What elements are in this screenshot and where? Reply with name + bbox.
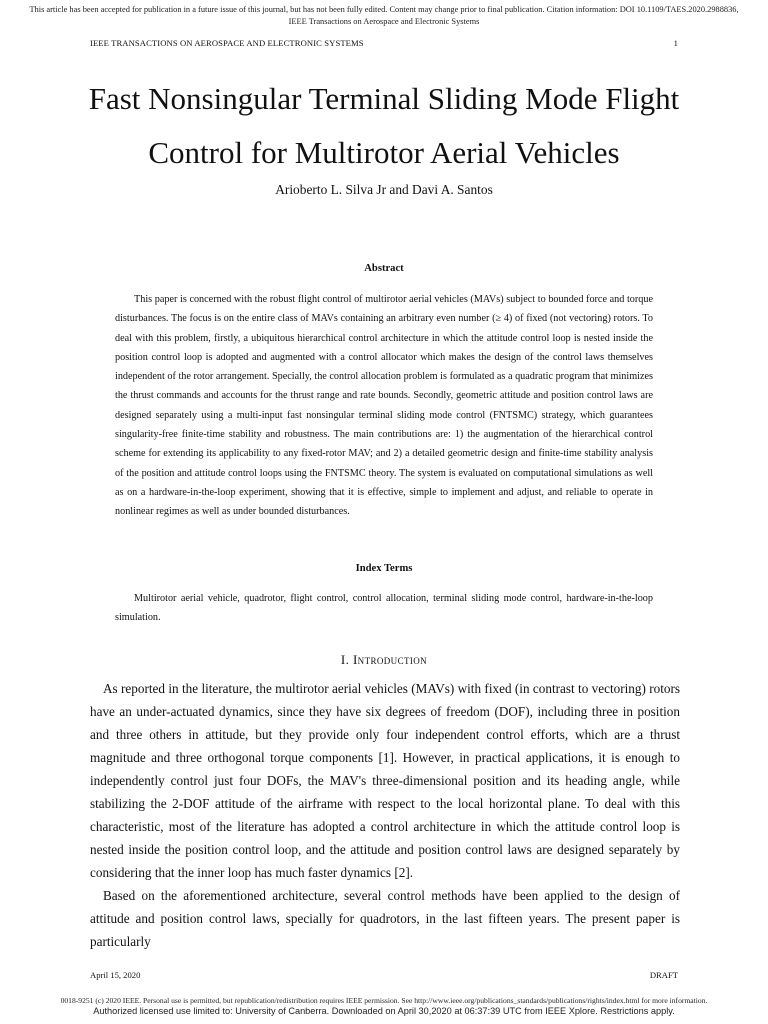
section-heading-introduction	[60, 652, 708, 668]
footer-status: DRAFT	[649, 970, 678, 980]
running-header	[90, 38, 678, 48]
section-title: Introduction	[352, 652, 428, 667]
paper-authors: Arioberto L. Silva Jr and Davi A. Santos	[275, 182, 493, 197]
license-notice: Authorized licensed use limited to: University of Canberra. Downloaded on April 30,2020 at 06:37:39 UTC from IEEE Xplore. Restrictions apply.	[93, 1006, 675, 1016]
page-footer	[90, 970, 678, 980]
abstract-heading: Abstract	[364, 263, 404, 274]
section-number: I.	[340, 652, 350, 667]
footer-date: April 15, 2020	[90, 970, 141, 980]
body-paragraph: Based on the aforementioned architecture, several control methods have been applied to the design of attitude and position control laws, specially for quadrotors, in the last fifteen years. The present paper is particularly	[90, 888, 680, 949]
copyright-notice: 0018-9251 (c) 2020 IEEE. Personal use is permitted, but republication/redistribution requires IEEE permission. See http://www.ieee.org/publications_standards/publications/rights/index.html for more information.	[60, 996, 708, 1005]
body-paragraph: As reported in the literature, the multirotor aerial vehicles (MAVs) with fixed (in contrast to vectoring) rotors have an under-actuated dynamics, since they have six degrees of freedom (DOF), including three in position and three others in attitude, but they provide only four independent control efforts, which are a thrust magnitude and three orthogonal torque components [1]. However, in practical applications, it is enough to independently control just four DOFs, the MAV's three-dimensional position and its heading angle, while stabilizing the 2-DOF attitude of the airframe with respect to the local horizontal plane. To deal with this characteristic, most of the literature has adopted a control architecture in which the attitude control loop is nested inside the position control loop, and the attitude and position control laws are designed separately by considering that the inner loop has much faster dynamics [2].	[90, 681, 680, 880]
abstract-text: This paper is concerned with the robust flight control of multirotor aerial vehicles (MAVs) subject to bounded force and torque disturbances. The focus is on the entire class of MAVs containing an arbitrary even number (≥ 4) of fixed (not vectoring) rotors. To deal with this problem, firstly, a ubiquitous hierarchical control architecture in which the attitude control loop is nested inside the position control loop is adopted and augmented with a control allocator which makes the design of the control laws themselves independent of the rotor arrangement. Specially, the control allocation problem is formulated as a quadratic program that minimizes the thrust commands and accounts for the thrust range and rate bounds. Secondly, geometric attitude and position control laws are designed separately using a multi-input fast nonsingular terminal sliding mode control (FNTSMC) strategy, which guarantees singularity-free finite-time stability and robustness. The main contributions are: 1) the augmentation of the hierarchical control scheme for extending its applicability to any fixed-rotor MAV; and 2) a detailed geometric design and finite-time stability analysis of the position and attitude control loops using the FNTSMC theory. The system is evaluated on computational simulations as well as on a hardware-in-the-loop experiment, showing that it is effective, simple to implement and adjust, and reliable to operate in nonlinear regimes as well as under bounded disturbances.	[115, 294, 653, 518]
index-terms-text: Multirotor aerial vehicle, quadrotor, flight control, control allocation, terminal sliding mode control, hardware-in-the-loop simulation.	[115, 593, 653, 624]
introduction-body	[90, 677, 680, 953]
paper-title: Fast Nonsingular Terminal Sliding Mode Flight Control for Multirotor Aerial Vehicles	[88, 81, 680, 170]
index-terms-heading: Index Terms	[355, 563, 413, 574]
publication-notice: This article has been accepted for publication in a future issue of this journal, but has not been fully edited. Content may change prior to final publication. Citation information: DOI 10.1109/TAES.2020.2988836, IEEE Transactions on Aerospace and Electronic Systems	[29, 5, 739, 26]
journal-name: IEEE TRANSACTIONS ON AEROSPACE AND ELECTRONIC SYSTEMS	[90, 38, 364, 48]
page-number: 1	[673, 38, 678, 48]
